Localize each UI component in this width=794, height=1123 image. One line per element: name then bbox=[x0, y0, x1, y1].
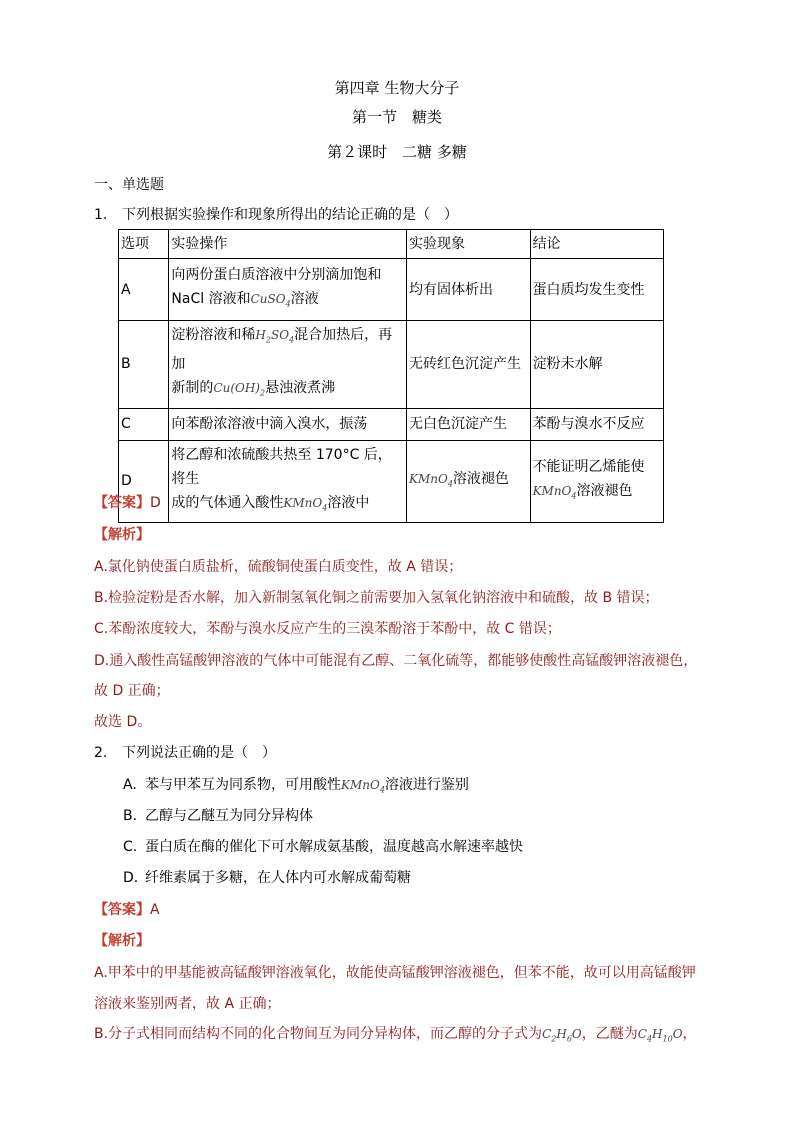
table-row bbox=[119, 259, 664, 321]
analysis-line bbox=[94, 1023, 697, 1043]
cell-line bbox=[171, 491, 404, 520]
table-cell-conclusion bbox=[530, 440, 663, 522]
formula-sub: 2 bbox=[265, 335, 271, 345]
cell-text: 溶液 bbox=[290, 290, 319, 307]
analysis-line: C.苯酚浓度较大，苯酚与溴水反应产生的三溴苯酚溶于苯酚中，故 C 错误； bbox=[94, 621, 561, 637]
formula-part: KMnO bbox=[408, 471, 448, 486]
table-cell-conclusion: 淀粉未水解 bbox=[530, 321, 663, 409]
table-cell-operation: 向苯酚浓溶液中滴入溴水，振荡 bbox=[169, 408, 407, 440]
q2-option-d bbox=[123, 867, 411, 887]
q2-number: 2. bbox=[94, 745, 108, 761]
section-title: 第一节 糖类 bbox=[351, 108, 442, 126]
answer-value: D bbox=[150, 495, 161, 511]
formula-part: KMnO bbox=[532, 483, 572, 498]
formula bbox=[532, 483, 577, 501]
formula-sub: 10 bbox=[662, 1034, 673, 1044]
lesson-title: 第２课时 二糖 多糖 bbox=[327, 143, 467, 161]
formula-sub: 4 bbox=[289, 335, 295, 345]
cell-line bbox=[171, 287, 404, 316]
analysis-line: A.氯化钠使蛋白质盐析，硫酸铜使蛋白质变性，故 A 错误； bbox=[94, 559, 463, 575]
answer-tag: 【答案】 bbox=[94, 495, 150, 511]
cell-line bbox=[533, 479, 661, 508]
cell-text: 溶液褪色 bbox=[452, 470, 509, 487]
analysis-line: 故 D 正确； bbox=[94, 683, 170, 699]
formula-sub: 2 bbox=[259, 388, 266, 398]
cell-text: 悬浊液煮沸 bbox=[265, 380, 336, 397]
formula-sub: 2 bbox=[551, 1034, 557, 1044]
q2-answer bbox=[94, 899, 160, 919]
formula bbox=[542, 1027, 582, 1044]
table-cell-phenomenon: 无砖红色沉淀产生 bbox=[406, 321, 530, 409]
option-letter: B. bbox=[123, 808, 138, 824]
table-cell-conclusion: 蛋白质均发生变性 bbox=[530, 259, 663, 321]
formula-sub: 4 bbox=[571, 491, 577, 501]
formula-part: O bbox=[571, 1027, 582, 1041]
cell-text: 新制的 bbox=[171, 380, 214, 397]
formula bbox=[255, 328, 295, 345]
option-text: 溶液进行鉴别 bbox=[384, 777, 469, 793]
table-header-cell: 结论 bbox=[530, 230, 663, 259]
cell-text: NaCl 溶液和 bbox=[171, 290, 251, 307]
formula-sub: 6 bbox=[566, 1034, 572, 1044]
cell-text: 溶液褪色 bbox=[576, 482, 633, 499]
cell-line bbox=[171, 323, 404, 376]
cell-line: 向两份蛋白质溶液中分别滴加饱和 bbox=[171, 266, 382, 283]
q2-text: 下列说法正确的是（ ） bbox=[122, 745, 276, 761]
q2-option-b bbox=[123, 805, 313, 825]
q2-option-a bbox=[123, 774, 469, 794]
table-cell-option: A bbox=[119, 259, 169, 321]
cell-line: 不能证明乙烯能使 bbox=[532, 458, 645, 475]
formula-part: H bbox=[556, 1027, 567, 1041]
formula bbox=[213, 381, 266, 398]
answer-value: A bbox=[150, 902, 160, 918]
formula-part: SO bbox=[270, 328, 290, 342]
option-letter: C. bbox=[123, 839, 138, 855]
chapter-title: 第四章 生物大分子 bbox=[334, 79, 460, 97]
option-letter: A. bbox=[123, 777, 137, 793]
formula-part: H bbox=[255, 328, 266, 342]
formula-part: O bbox=[672, 1027, 683, 1041]
option-text: 乙醇与乙醚互为同分异构体 bbox=[145, 808, 313, 824]
option-text: 苯与甲苯互为同系物，可用酸性 bbox=[145, 777, 341, 793]
answer-tag: 【答案】 bbox=[94, 902, 150, 918]
table-header-cell: 选项 bbox=[119, 230, 169, 259]
table-cell-option: D bbox=[119, 440, 169, 522]
formula-part: CuSO bbox=[250, 291, 286, 306]
q2-analysis-tag bbox=[94, 930, 150, 950]
q1-stem bbox=[94, 204, 458, 224]
q2-option-c bbox=[123, 836, 523, 856]
cell-text: 溶液中 bbox=[327, 494, 370, 511]
table-cell-option: B bbox=[119, 321, 169, 409]
cell-text: 混合加热后，再加 bbox=[171, 327, 393, 373]
table-cell-operation bbox=[169, 440, 407, 522]
table-cell-operation bbox=[169, 259, 407, 321]
table-cell-phenomenon: 无白色沉淀产生 bbox=[406, 408, 530, 440]
cell-line bbox=[171, 376, 404, 405]
formula-part: C bbox=[542, 1027, 552, 1041]
analysis-text: B.分子式相同而结构不同的化合物间互为同分异构体，而乙醇的分子式为 bbox=[94, 1026, 543, 1042]
table-cell-phenomenon bbox=[406, 440, 530, 522]
formula-sub: 4 bbox=[447, 479, 453, 489]
formula bbox=[408, 471, 453, 489]
option-text: 纤维素属于多糖，在人体内可水解成葡萄糖 bbox=[145, 870, 411, 886]
analysis-tag: 【解析】 bbox=[94, 933, 150, 949]
analysis-line: A.甲苯中的甲基能被高锰酸钾溶液氧化，故能使高锰酸钾溶液褪色，但苯不能，故可以用高锰酸钾 bbox=[94, 965, 696, 981]
analysis-line: 故选 D。 bbox=[94, 714, 152, 730]
q1-table bbox=[118, 229, 664, 523]
table-header-cell: 实验现象 bbox=[406, 230, 530, 259]
formula-sub: 4 bbox=[646, 1034, 653, 1044]
option-text: 蛋白质在酶的催化下可水解成氨基酸，温度越高水解速率越快 bbox=[145, 839, 523, 855]
analysis-line: B.检验淀粉是否水解，加入新制氢氧化铜之前需要加入氢氧化钠溶液中和硫酸，故 B 错误； bbox=[94, 590, 659, 606]
cell-text: 淀粉溶液和稀 bbox=[171, 327, 256, 343]
q1-number: 1. bbox=[94, 207, 108, 223]
formula-sub: 4 bbox=[379, 785, 385, 795]
table-header-cell: 实验操作 bbox=[169, 230, 407, 259]
analysis-text: ，乙醚为 bbox=[581, 1026, 638, 1042]
table-cell-option: C bbox=[119, 408, 169, 440]
analysis-text: ， bbox=[682, 1026, 697, 1042]
formula bbox=[250, 291, 291, 309]
part-title: 一、单选题 bbox=[94, 177, 164, 193]
option-letter: D. bbox=[123, 870, 139, 886]
table-cell-phenomenon: 均有固体析出 bbox=[406, 259, 530, 321]
analysis-line: D.通入酸性高锰酸钾溶液的气体中可能混有乙醇、二氧化硫等，都能够使酸性高锰酸钾溶液褪色， bbox=[94, 653, 698, 669]
table-header-row bbox=[119, 230, 664, 259]
formula-part: KMnO bbox=[341, 778, 380, 792]
formula-sub: 4 bbox=[285, 299, 291, 309]
formula-part: C bbox=[637, 1027, 647, 1041]
analysis-tag: 【解析】 bbox=[94, 527, 150, 543]
formula-sub: 4 bbox=[322, 503, 328, 513]
q2-stem bbox=[94, 742, 276, 762]
q1-analysis-tag bbox=[94, 524, 150, 544]
cell-line: 将乙醇和浓硫酸共热至 170°C 后，将生 bbox=[171, 446, 392, 487]
formula-part: Cu(OH) bbox=[213, 381, 260, 396]
table-row bbox=[119, 321, 664, 409]
analysis-line: 溶液来鉴别两者，故 A 正确； bbox=[94, 996, 281, 1012]
cell-text: 成的气体通入酸性 bbox=[171, 494, 284, 511]
q1-answer bbox=[94, 492, 161, 512]
formula bbox=[283, 495, 328, 513]
table-cell-conclusion: 苯酚与溴水不反应 bbox=[530, 408, 663, 440]
formula bbox=[341, 778, 385, 795]
table-row bbox=[119, 440, 664, 522]
table-cell-operation bbox=[169, 321, 407, 409]
formula bbox=[637, 1027, 683, 1044]
formula-part: KMnO bbox=[283, 495, 323, 510]
q1-text: 下列根据实验操作和现象所得出的结论正确的是（ ） bbox=[122, 207, 458, 223]
formula-part: H bbox=[652, 1027, 663, 1041]
table-row bbox=[119, 408, 664, 440]
